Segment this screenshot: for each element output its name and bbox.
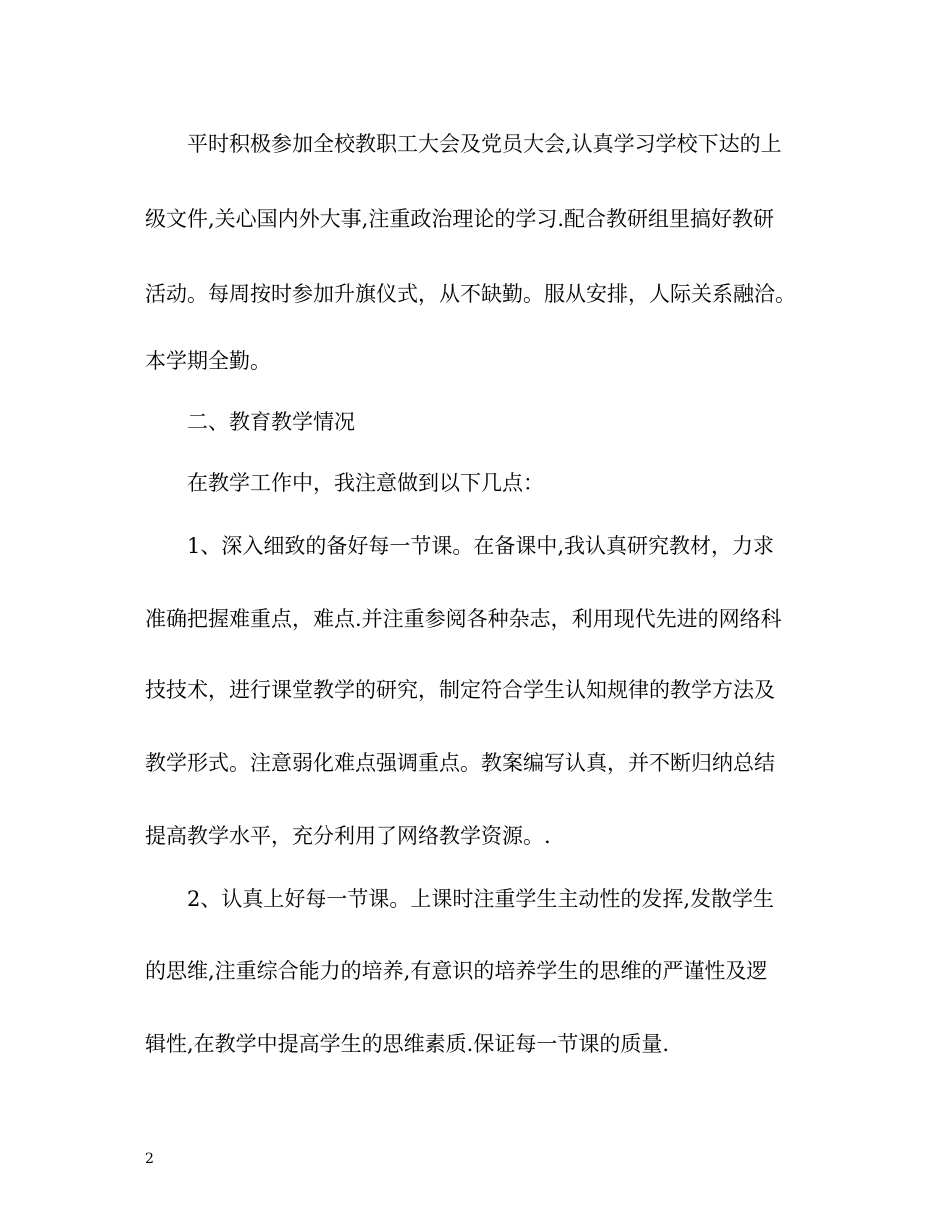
paragraph-line: 教学形式。注意弱化难点强调重点。教案编写认真，并不断归纳总结 <box>145 751 775 775</box>
paragraph-line: 活动。每周按时参加升旗仪式，从不缺勤。服从安排，人际关系融洽。 <box>145 282 796 306</box>
paragraph-line: 提高教学水平，充分利用了网络教学资源。. <box>145 824 551 848</box>
paragraph-line: 1、深入细致的备好每一节课。在备课中,我认真研究教材，力求 <box>187 534 775 558</box>
paragraph-line: 技技术，进行课堂教学的研究，制定符合学生认知规律的教学方法及 <box>145 678 775 702</box>
page-number: 2 <box>145 1151 154 1167</box>
section-heading: 二、教育教学情况 <box>187 410 355 434</box>
paragraph-line: 准确把握难重点，难点.并注重参阅各种杂志，利用现代先进的网络科 <box>145 607 782 631</box>
paragraph-line: 平时积极参加全校教职工大会及党员大会,认真学习学校下达的上 <box>187 132 782 156</box>
paragraph-line: 级文件,关心国内外大事,注重政治理论的学习.配合教研组里搞好教研 <box>145 207 775 231</box>
paragraph-line: 2、认真上好每一节课。上课时注重学生主动性的发挥,发散学生 <box>187 887 775 911</box>
paragraph-line: 辑性,在教学中提高学生的思维素质.保证每一节课的质量. <box>145 1032 670 1056</box>
paragraph-line: 本学期全勤。 <box>145 349 271 373</box>
paragraph-line: 在教学工作中，我注意做到以下几点： <box>187 471 544 495</box>
paragraph-line: 的思维,注重综合能力的培养,有意识的培养学生的思维的严谨性及逻 <box>145 959 768 983</box>
